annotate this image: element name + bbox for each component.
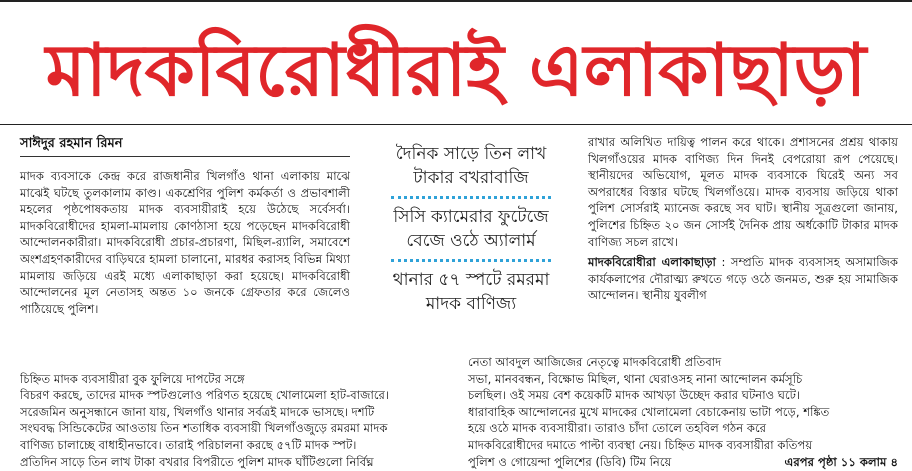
highlight-line: সিসি ক্যামেরার ফুটেজে	[393, 207, 549, 227]
highlight-line: মাদক বাণিজ্য	[425, 294, 517, 314]
byline: সাঈদুর রহমান রিমন	[20, 136, 123, 151]
text-line: হয়ে ওঠে মাদক ব্যবসায়ীরা। তারাও চাঁদা তোলে তহবিল গঠন করে	[468, 421, 766, 436]
highlight-line: থানার ৫৭ স্পটে রমরমা	[392, 270, 550, 290]
text-line: চলছিল। ওই সময় বেশ কয়েকটি মাদক আখড়া উচ্ছেদ করার ঘটনাও ঘটে।	[468, 388, 801, 403]
article-column-left: মাদক ব্যবসাকে কেন্দ্র করে রাজধানীর খিলগাঁও থানা এলাকায় মাঝে মাঝেই ঘটছে তুলকালাম কাণ্ড। একশ্রেণির পুলিশ কর্মকর্তা ও প্রভাবশালী মহলের পৃষ্ঠপোষকতায় মাদক ব্যবসায়ীরাই হয়ে উঠেছে সর্বেসর্বা। মাদকবিরোধীদের হামলা-মামলায় কোণঠাসা হয়ে পড়েছেন মাদকবিরোধী আন্দোলনকারীরা। মাদকবিরোধী প্রচার-প্রচারণা, মিছিল-র‍্যালি, সমাবেশে অংশগ্রহণকারীদের বাড়িঘরে হামলা চালানো, মারধর করাসহ বিভিন্ন মিথ্যা মামলায় জড়িয়ে এরই মধ্যে এলাকাছাড়া করা হয়েছে। মাদকবিরোধী আন্দোলনের মূল নেতাসহ অন্তত ১০ জনকে গ্রেফতার করে জেলেও পাঠিয়েছে পুলিশ।	[20, 169, 350, 316]
text-line: বিচরণ করছে, তাদের মাদক স্পটগুলোও পরিণত হয়েছে খোলামেলা হাট-বাজারে।	[20, 388, 390, 403]
text-line: সংঘবদ্ধ সিন্ডিকেটের আওতায় তিন শতাধিক ব্যবসায়ী খিলগাঁওজুড়ে রমরমা মাদক	[20, 421, 388, 436]
dotted-separator	[391, 259, 551, 262]
headline-rule	[0, 124, 912, 125]
text-line: পুলিশ ও গোয়েন্দা পুলিশের (ডিবি) টিম নিয়ে	[468, 454, 672, 469]
text-line: সভা, মানববন্ধন, বিক্ষোভ মিছিল, থানা ঘেরাওসহ নানা আন্দোলন কর্মসূচি	[468, 371, 803, 386]
text-line: মাদকবিরোধীদের দমাতে পাল্টা ব্যবস্থা নেয়। চিহ্নিত মাদক ব্যবসায়ীরা কতিপয়	[468, 437, 813, 452]
paragraph: রাখার অলিখিত দায়িত্ব পালন করে থাকে। প্রশাসনের প্রশ্রয় থাকায় খিলগাঁওয়ের মাদক বাণিজ্য দিন দিনই বেপরোয়া রূপ পেয়েছে। স্থানীয়দের অভিযোগ, মূলত মাদক ব্যবসাকে ঘিরেই অন্য সব অপরাধের বিস্তার ঘটছে খিলগাঁওয়ে। মাদক ব্যবসায় জড়িয়ে থাকা পুলিশ সোর্সরাই ম্যানেজ করছে সব ঘাট। স্থানীয় সূত্রগুলো জানায়, পুলিশের চিহ্নিত ২০ জন সোর্সই দৈনিক প্রায় অর্ধকোটি টাকার মাদক বাণিজ্য সচল রাখে।	[588, 135, 898, 249]
sidebar-highlights	[360, 142, 582, 316]
top-rule	[0, 0, 912, 7]
continuation-note[interactable]: এরপর পৃষ্ঠা ১১ কলাম ৪	[784, 454, 898, 469]
highlight-line: দৈনিক সাড়ে তিন লাখ	[395, 144, 547, 164]
text-line: ধারাবাহিক আন্দোলনের মুখে মাদকের খোলামেলা বেচাকেনায় ভাটা পড়ে, শঙ্কিত	[468, 404, 830, 419]
article-bottom	[20, 354, 898, 470]
dotted-separator	[391, 196, 551, 199]
text-line: চিহ্নিত মাদক ব্যবসায়ীরা বুক ফুলিয়ে দাপটের সঙ্গে	[20, 371, 245, 386]
text-line	[20, 354, 460, 371]
subheading: মাদকবিরোধীরা এলাকাছাড়া	[588, 255, 716, 270]
highlight-line: বেজে ওঠে অ্যালার্ম	[406, 231, 536, 251]
text-line: সরেজমিন অনুসন্ধানে জানা যায়, খিলগাঁও থানার সর্বত্রই মাদকে ভাসছে। দশটি	[20, 404, 375, 419]
highlight-line: টাকার বখরাবাজি	[413, 168, 529, 188]
text-line: প্রতিদিন সাড়ে তিন লাখ টাকা বখরার বিপরীতে পুলিশ মাদক ঘাঁটিগুলো নির্বিঘ্ন	[20, 454, 374, 469]
article-column-right	[588, 134, 898, 304]
headline: মাদকবিরোধীরাই এলাকাছাড়া	[45, 28, 867, 112]
byline-rule	[20, 156, 350, 157]
text-line	[460, 454, 898, 471]
paragraph: : সম্প্রতি মাদক ব্যবসাসহ অসামাজিক কার্যকলাপের দৌরাত্ম্য রুখতে গড়ে ওঠে জনমত, শুরু হয় সামাজিক আন্দোলন। স্থানীয় যুবলীগ	[588, 255, 898, 303]
text-line: বাণিজ্য চালাচ্ছে বাধাহীনভাবে। তারাই পরিচালনা করছে ৫৭টি মাদক স্পট।	[20, 437, 357, 452]
text-line: নেতা আবদুল আজিজের নেতৃত্বে মাদকবিরোধী প্রতিবাদ	[468, 355, 722, 369]
